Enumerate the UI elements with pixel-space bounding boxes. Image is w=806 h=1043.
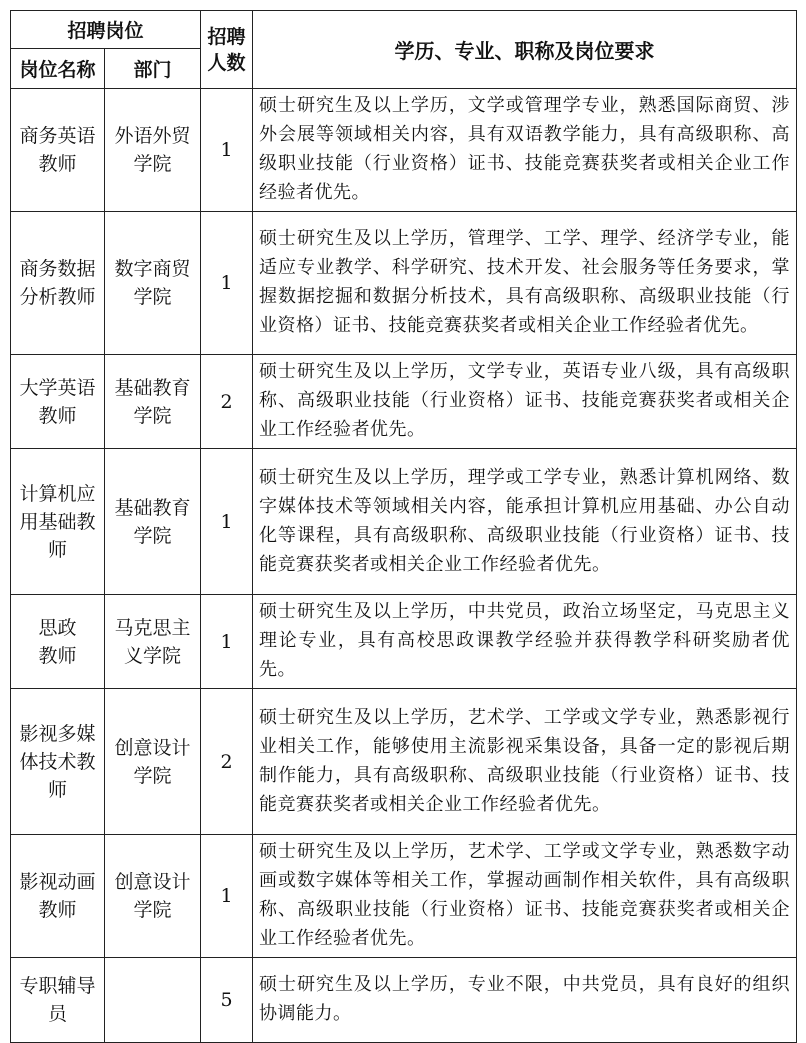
position-cell	[11, 89, 105, 212]
requirements-cell: 硕士研究生及以上学历，专业不限，中共党员，具有良好的组织协调能力。	[253, 958, 797, 1043]
position-name: 商务数据分析教师	[19, 258, 96, 308]
table-row	[11, 89, 797, 212]
requirements-cell: 硕士研究生及以上学历，文学专业，英语专业八级，具有高级职称、高级职业技能（行业资格）证书、技能竞赛获奖者或相关企业工作经验者优先。	[253, 355, 797, 449]
department-name: 马克思主义学院	[114, 616, 191, 667]
department-cell	[105, 689, 201, 835]
department-cell	[105, 355, 201, 449]
header-position-group: 招聘岗位	[11, 11, 201, 49]
position-cell	[11, 449, 105, 595]
position-name: 影视动画教师	[19, 871, 96, 921]
count-cell: 1	[201, 89, 253, 212]
position-name: 大学英语教师	[19, 376, 96, 427]
department-name: 基础教育学院	[114, 496, 191, 547]
department-cell	[105, 89, 201, 212]
department-cell	[105, 835, 201, 958]
department-cell	[105, 449, 201, 595]
position-cell	[11, 595, 105, 689]
table-row	[11, 595, 797, 689]
header-count-label: 招聘人数	[207, 25, 246, 74]
table-row	[11, 212, 797, 355]
position-name: 思政教师	[38, 616, 77, 667]
position-name: 商务英语教师	[19, 125, 96, 175]
table-row	[11, 835, 797, 958]
count-cell: 2	[201, 689, 253, 835]
requirements-cell: 硕士研究生及以上学历，中共党员，政治立场坚定，马克思主义理论专业，具有高校思政课教学经验并获得教学科研奖励者优先。	[253, 595, 797, 689]
department-cell	[105, 212, 201, 355]
position-cell	[11, 835, 105, 958]
header-department: 部门	[105, 49, 201, 89]
count-cell: 1	[201, 835, 253, 958]
position-cell	[11, 355, 105, 449]
count-cell: 2	[201, 355, 253, 449]
position-cell	[11, 958, 105, 1043]
recruitment-table	[10, 10, 797, 1043]
count-cell: 1	[201, 449, 253, 595]
position-name: 影视多媒体技术教师	[19, 722, 96, 801]
count-cell: 1	[201, 212, 253, 355]
header-count	[201, 11, 253, 89]
count-cell: 5	[201, 958, 253, 1043]
table-row	[11, 689, 797, 835]
header-requirements: 学历、专业、职称及岗位要求	[253, 11, 797, 89]
department-name: 外语外贸学院	[114, 125, 191, 175]
requirements-cell: 硕士研究生及以上学历，艺术学、工学或文学专业，熟悉影视行业相关工作，能够使用主流影视采集设备，具备一定的影视后期制作能力，具有高级职称、高级职业技能（行业资格）证书、技能竞赛获奖者或相关企业工作经验者优先。	[253, 689, 797, 835]
header-position-name: 岗位名称	[11, 49, 105, 89]
position-cell	[11, 212, 105, 355]
position-cell	[11, 689, 105, 835]
position-name: 计算机应用基础教师	[19, 482, 96, 561]
department-cell	[105, 595, 201, 689]
table-row	[11, 958, 797, 1043]
count-cell: 1	[201, 595, 253, 689]
position-name: 专职辅导员	[19, 975, 96, 1025]
department-name: 数字商贸学院	[114, 258, 191, 308]
requirements-cell: 硕士研究生及以上学历，文学或管理学专业，熟悉国际商贸、涉外会展等领域相关内容，具有双语教学能力，具有高级职称、高级职业技能（行业资格）证书、技能竞赛获奖者或相关企业工作经验者优先。	[253, 89, 797, 212]
requirements-cell: 硕士研究生及以上学历，艺术学、工学或文学专业，熟悉数字动画或数字媒体等相关工作，掌握动画制作相关软件，具有高级职称、高级职业技能（行业资格）证书、技能竞赛获奖者或相关企业工作经验者优先。	[253, 835, 797, 958]
department-name: 创意设计学院	[114, 871, 191, 921]
department-name: 创意设计学院	[114, 736, 191, 787]
requirements-cell: 硕士研究生及以上学历，管理学、工学、理学、经济学专业，能适应专业教学、科学研究、技术开发、社会服务等任务要求，掌握数据挖掘和数据分析技术，具有高级职称、高级职业技能（行业资格）证书、技能竞赛获奖者或相关企业工作经验者优先。	[253, 212, 797, 355]
requirements-cell: 硕士研究生及以上学历，理学或工学专业，熟悉计算机网络、数字媒体技术等领域相关内容，能承担计算机应用基础、办公自动化等课程，具有高级职称、高级职业技能（行业资格）证书、技能竞赛获奖者或相关企业工作经验者优先。	[253, 449, 797, 595]
department-cell	[105, 958, 201, 1043]
department-name: 基础教育学院	[114, 376, 191, 427]
table-row	[11, 449, 797, 595]
table-row	[11, 355, 797, 449]
